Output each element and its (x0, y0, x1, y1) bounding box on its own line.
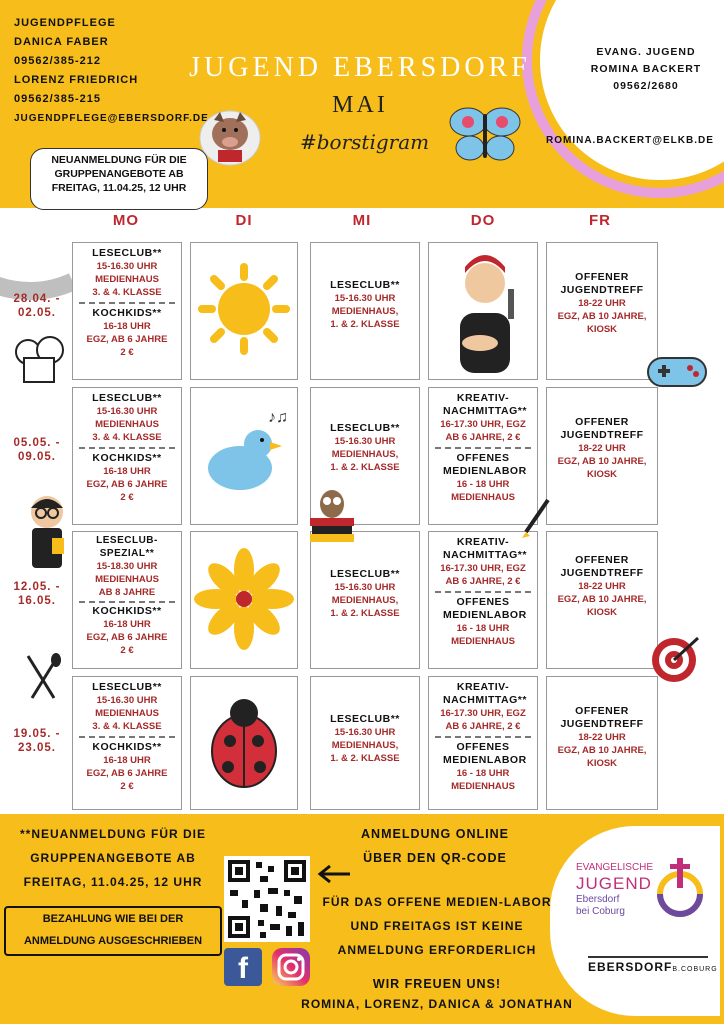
contact-line: EVANG. JUGEND (596, 46, 696, 58)
cell-mi-week4: LESECLUB** 15-16.30 UHR MEDIENHAUS, 1. & 2. KLASSE (310, 676, 420, 810)
student-character-icon (24, 490, 70, 580)
contact-email[interactable]: ROMINA.BACKERT@ELKB.DE (546, 135, 714, 146)
cell-do-week2: KREATIV-NACHMITTAG** 16-17.30 UHR, EGZ AB 6 JAHRE, 2 € OFFENES MEDIENLABOR 16 - 18 UHR MEDIENHAUS (428, 387, 538, 525)
cell-do-week3: KREATIV-NACHMITTAG** 16-17.30 UHR, EGZ AB 6 JAHRE, 2 € OFFENES MEDIENLABOR 16 - 18 UHR MEDIENHAUS (428, 531, 538, 669)
cell-mo-week3: LESECLUB-SPEZIAL** 15-18.30 UHR MEDIENHAUS AB 8 JAHRE KOCHKIDS** 16-18 UHR EGZ, AB 6 JAHRE 2 € (72, 531, 182, 669)
day-header-do: DO (470, 212, 496, 229)
paintbrush-icon (518, 496, 552, 540)
ebersdorf-town-logo: EBERSDORFB.COBURG (588, 956, 708, 974)
cell-fr-week4: OFFENER JUGENDTREFF 18-22 UHR EGZ, AB 10 JAHRE, KIOSK (546, 676, 658, 810)
svg-text:♪♫: ♪♫ (268, 409, 288, 426)
contact-line: JUGENDPFLEGE (14, 17, 116, 29)
registration-bubble: NEUANMELDUNG FÜR DIE GRUPPENANGEBOTE AB FREITAG, 11.04.25, 12 UHR (30, 148, 208, 210)
qr-code-icon[interactable] (224, 856, 310, 942)
contact-line: 09562/385-212 (14, 55, 102, 67)
sun-icon (192, 243, 296, 377)
cell-do-week1 (428, 242, 538, 380)
cell-fr-week2: OFFENER JUGENDTREFF 18-22 UHR EGZ, AB 10 JAHRE, KIOSK (546, 387, 658, 525)
contact-line: LORENZ FRIEDRICH (14, 74, 139, 86)
footer-note: **NEUANMELDUNG FÜR DIE GRUPPENANGEBOTE AB FREITAG, 11.04.25, 12 UHR (19, 827, 206, 889)
day-header-fr: FR (589, 212, 611, 229)
thanks-text: WIR FREUEN UNS! (372, 977, 502, 991)
ej-logo-text: EVANGELISCHE JUGEND Ebersdorf bei Coburg (576, 862, 654, 917)
target-icon (648, 632, 704, 686)
facebook-icon[interactable]: f (224, 948, 262, 986)
chef-hat-icon (12, 330, 66, 390)
cell-fr-week3: OFFENER JUGENDTREFF 18-22 UHR EGZ, AB 10 JAHRE, KIOSK (546, 531, 658, 669)
ej-cross-logo-icon (650, 854, 710, 924)
cell-mo-week1: LESECLUB** 15-16.30 UHR MEDIENHAUS 3. & 4. KLASSE KOCHKIDS** 16-18 UHR EGZ, AB 6 JAHRE 2 € (72, 242, 182, 380)
arrow-left-icon (316, 862, 352, 886)
butterfly-icon (448, 100, 522, 170)
right-contact (546, 44, 724, 146)
gamepad-icon (644, 350, 710, 394)
day-header-di: DI (235, 212, 253, 229)
cell-mi-week3: LESECLUB** 15-16.30 UHR MEDIENHAUS, 1. & 2. KLASSE (310, 531, 420, 669)
week-label: 19.05. - 23.05. (13, 728, 61, 754)
worker-woman-icon (430, 243, 536, 377)
payment-note: BEZAHLUNG WIE BEI DER ANMELDUNG AUSGESCHRIEBEN (4, 906, 222, 956)
hashtag: #borstigram (300, 130, 430, 154)
contact-line: 09562/385-215 (14, 93, 102, 105)
owl-books-icon (306, 486, 358, 546)
day-header-mo: MO (112, 212, 140, 229)
day-header-mi: MI (352, 212, 372, 229)
cell-mi-week1: LESECLUB** 15-16.30 UHR MEDIENHAUS, 1. & 2. KLASSE (310, 242, 420, 380)
cell-do-week4: KREATIV-NACHMITTAG** 16-17.30 UHR, EGZ AB 6 JAHRE, 2 € OFFENES MEDIENLABOR 16 - 18 UHR MEDIENHAUS (428, 676, 538, 810)
cutlery-icon (20, 652, 66, 702)
week-label: 05.05. - 09.05. (13, 437, 61, 463)
cell-di-week4 (190, 676, 298, 810)
cell-mi-week2: LESECLUB** 15-16.30 UHR MEDIENHAUS, 1. & 2. KLASSE (310, 387, 420, 525)
cell-di-week2 (190, 387, 298, 525)
cell-mo-week2: LESECLUB** 15-16.30 UHR MEDIENHAUS 3. & 4. KLASSE KOCHKIDS** 16-18 UHR EGZ, AB 6 JAHRE 2 € (72, 387, 182, 525)
contact-line: 09562/2680 (613, 80, 679, 92)
online-registration: ANMELDUNG ONLINE ÜBER DEN QR-CODE (361, 827, 509, 865)
page-title: JUGEND EBERSDORF (189, 52, 531, 83)
cell-mo-week4: LESECLUB** 15-16.30 UHR MEDIENHAUS 3. & 4. KLASSE KOCHKIDS** 16-18 UHR EGZ, AB 6 JAHRE 2 € (72, 676, 182, 810)
cell-di-week3 (190, 531, 298, 669)
contact-line: ROMINA BACKERT (590, 63, 702, 75)
ladybug-icon (192, 677, 296, 807)
flower-icon (192, 532, 296, 666)
month-title: MAI (332, 92, 388, 118)
cell-fr-week1: OFFENER JUGENDTREFF 18-22 UHR EGZ, AB 10 JAHRE, KIOSK (546, 242, 658, 380)
instagram-icon[interactable] (272, 948, 310, 986)
cell-di-week1 (190, 242, 298, 380)
week-label: 28.04. - 02.05. (13, 293, 61, 319)
team-names: ROMINA, LORENZ, DANICA & JONATHAN (301, 997, 573, 1011)
contact-line: DANICA FABER (14, 36, 109, 48)
open-lab-note: FÜR DAS OFFENE MEDIEN-LABOR UND FREITAGS IST KEINE ANMELDUNG ERFORDERLICH (322, 895, 552, 957)
bird-icon (192, 388, 296, 522)
week-label: 12.05. - 16.05. (13, 581, 61, 607)
contact-email[interactable]: JUGENDPFLEGE@EBERSDORF.DE (14, 113, 209, 124)
